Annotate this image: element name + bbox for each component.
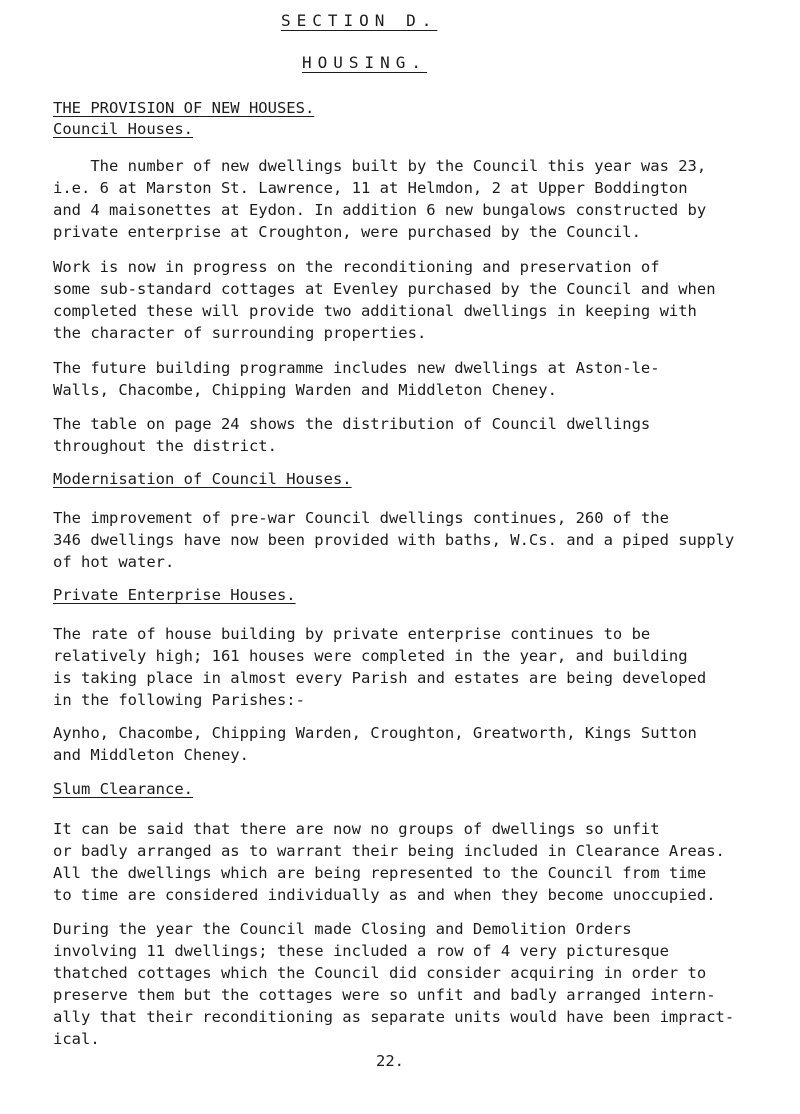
paragraph-future-programme (53, 357, 773, 401)
text-line: private enterprise at Croughton, were purchased by the Council. (53, 223, 641, 241)
text-line: During the year the Council made Closing and Demolition Orders (53, 920, 632, 938)
private-enterprise-heading: Private Enterprise Houses. (53, 586, 296, 604)
text-line: is taking place in almost every Parish and estates are being developed (53, 669, 707, 687)
text-line: ical. (53, 1030, 100, 1048)
paragraph-closing-orders (53, 918, 773, 1050)
text-line: It can be said that there are now no groups of dwellings so unfit (53, 820, 660, 838)
text-line: The table on page 24 shows the distribution of Council dwellings (53, 415, 651, 433)
paragraph-modernisation (53, 507, 773, 573)
paragraph-table-reference (53, 413, 773, 457)
text-line: Walls, Chacombe, Chipping Warden and Middleton Cheney. (53, 381, 557, 399)
text-line: to time are considered individually as and when they become unoccupied. (53, 886, 716, 904)
text-line: thatched cottages which the Council did consider acquiring in order to (53, 964, 707, 982)
text-line: and 4 maisonettes at Eydon. In addition 6 new bungalows constructed by (53, 201, 707, 219)
text-line: the character of surrounding properties. (53, 324, 427, 342)
text-line: The rate of house building by private enterprise continues to be (53, 625, 651, 643)
text-line: All the dwellings which are being represented to the Council from time (53, 864, 707, 882)
text-line: of hot water. (53, 553, 175, 571)
text-line: The improvement of pre-war Council dwellings continues, 260 of the (53, 509, 669, 527)
text-line: i.e. 6 at Marston St. Lawrence, 11 at Helmdon, 2 at Upper Boddington (53, 179, 688, 197)
text-line: ally that their reconditioning as separate units would have been impract- (53, 1008, 735, 1026)
provision-heading: THE PROVISION OF NEW HOUSES. (53, 99, 315, 117)
text-line: throughout the district. (53, 437, 277, 455)
text-line: The future building programme includes new dwellings at Aston-le- (53, 359, 660, 377)
text-line: preserve them but the cottages were so unfit and badly arranged intern- (53, 986, 716, 1004)
text-line: relatively high; 161 houses were completed in the year, and building (53, 647, 688, 665)
paragraph-slum-clearance (53, 818, 773, 906)
text-line: involving 11 dwellings; these included a row of 4 very picturesque (53, 942, 669, 960)
council-houses-heading: Council Houses. (53, 120, 193, 138)
paragraph-parish-list (53, 722, 773, 766)
text-line: or badly arranged as to warrant their being included in Clearance Areas. (53, 842, 725, 860)
text-line: in the following Parishes:- (53, 691, 305, 709)
modernisation-heading: Modernisation of Council Houses. (53, 470, 352, 488)
section-title: SECTION D. (281, 11, 438, 30)
housing-title: HOUSING. (302, 53, 428, 72)
page-number: 22. (376, 1052, 404, 1070)
text-line: The number of new dwellings built by the Council this year was 23, (53, 157, 707, 175)
text-line: some sub-standard cottages at Evenley purchased by the Council and when (53, 280, 716, 298)
text-line: and Middleton Cheney. (53, 746, 249, 764)
text-line: completed these will provide two additional dwellings in keeping with (53, 302, 697, 320)
text-line: Aynho, Chacombe, Chipping Warden, Croughton, Greatworth, Kings Sutton (53, 724, 697, 742)
text-line: Work is now in progress on the reconditioning and preservation of (53, 258, 660, 276)
paragraph-private-building (53, 623, 773, 711)
text-line: 346 dwellings have now been provided with baths, W.Cs. and a piped supply (53, 531, 735, 549)
paragraph-reconditioning (53, 256, 773, 344)
slum-clearance-heading: Slum Clearance. (53, 780, 193, 798)
paragraph-new-dwellings (53, 155, 773, 243)
